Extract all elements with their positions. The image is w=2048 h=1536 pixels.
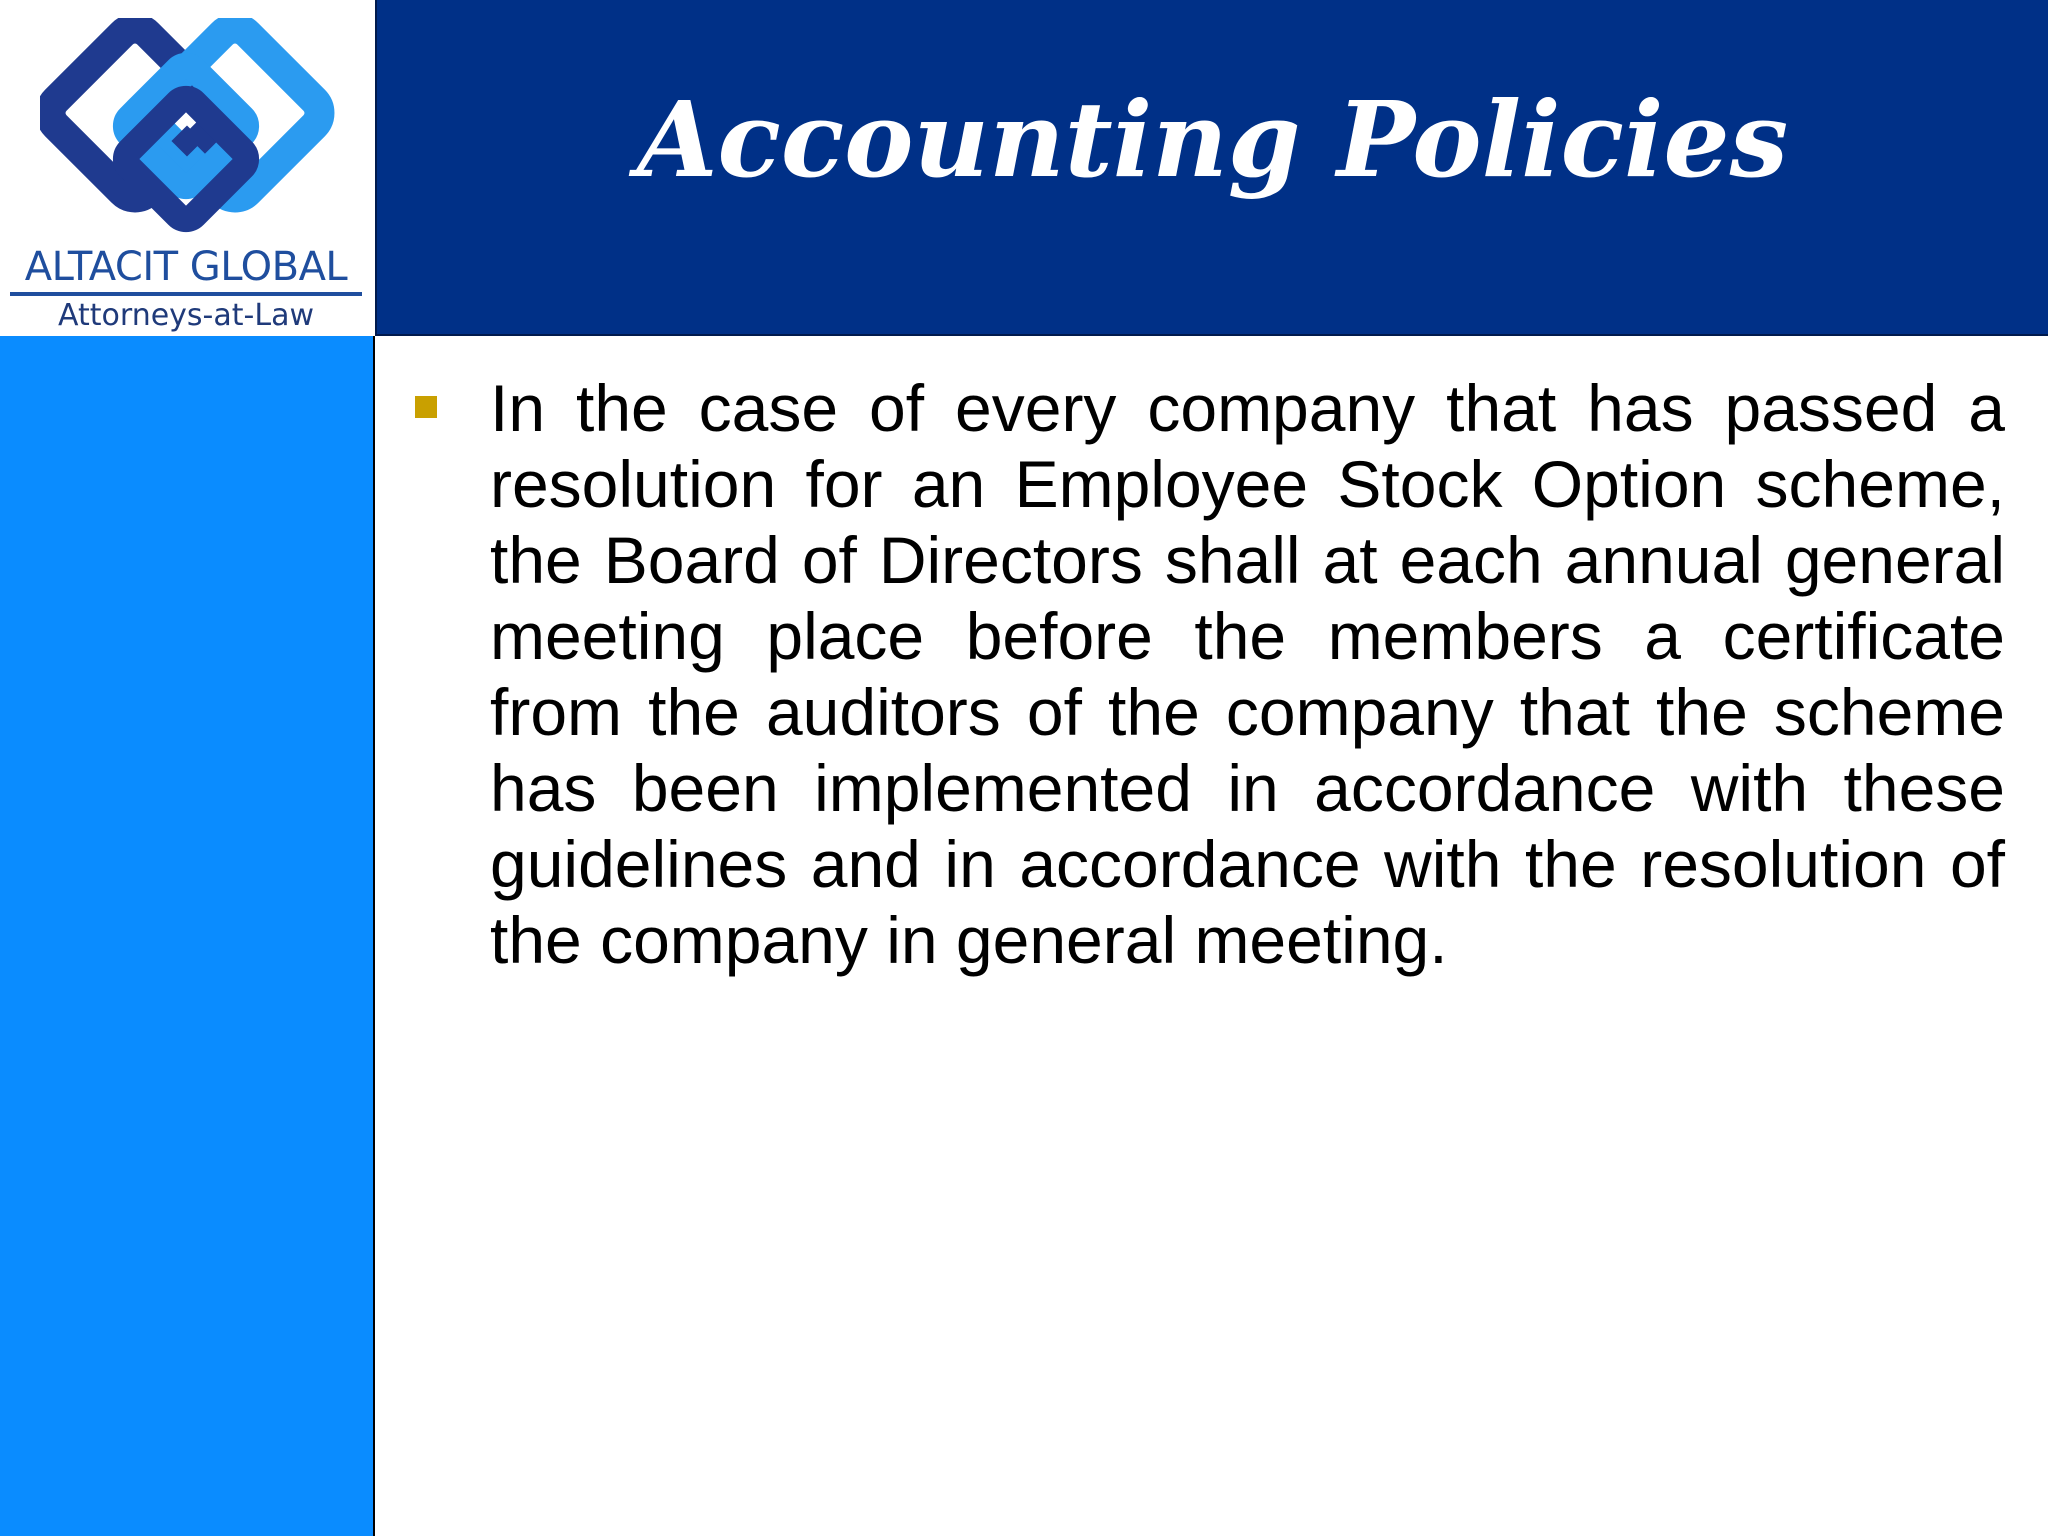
logo-divider	[10, 292, 362, 296]
title-bar	[375, 0, 2048, 336]
logo-tagline: Attorneys-at-Law	[58, 298, 314, 333]
logo-area	[0, 0, 375, 336]
left-sidebar-panel	[0, 336, 375, 1536]
altacit-logo-icon	[40, 18, 340, 238]
logo-name: ALTACIT GLOBAL	[24, 244, 348, 290]
slide-content	[415, 370, 2005, 978]
bullet-text: In the case of every company that has passed a resolution for an Employee Stock Option scheme, the Board of Directors shall at each annual general meeting place before the members a certificate from the auditors of the company that the scheme has been implemented in accordance with these guidelines and in accordance with the resolution of the company in general meeting.	[490, 371, 2005, 977]
slide-title: Accounting Policies	[636, 78, 1789, 201]
bullet-item	[415, 370, 2005, 978]
square-bullet-icon	[415, 396, 437, 418]
